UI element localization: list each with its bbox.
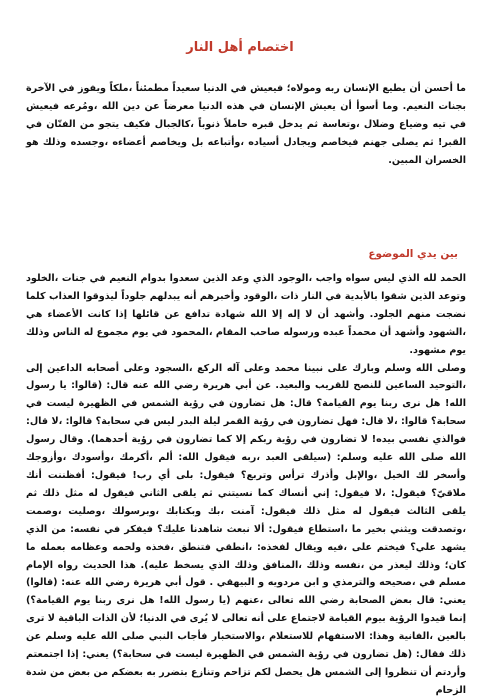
section-heading: بين يدي الموضوع (368, 248, 458, 260)
section-body (26, 270, 466, 700)
body-paragraph: وصلى الله وسلم وبارك على نبينا محمد وعلى آله الركع ،السجود وعلى أصحابه الداعين إلى ،التوحيد الساعين للنصح للقريب والبعيد. عن أبي هريرة رضي الله عنه قال: (قالوا: يا رسول الله! هل نرى ربنا يوم القيامة؟ قال: هل تضارون في رؤية الشمس في الظهيرة ليست في سحابة؟ قالوا: ،لا قال: فهل تضارون في رؤية القمر ليلة البدر ليس في سحابة؟ قالوا: ،لا قال: فوالذي نفسي بيده! لا تضارون في رؤية ربكم إلا كما تضارون في رؤية أحدهما). وقال رسول الله صلى الله عليه وسلم: (سيلقى العبد ،ربه فيقول الله: ألم ،أكرمك ،وأسودك ،وأزوجك وأسخر لك الخيل ،والإبل وأذرك ترأس وتربع؟ فيقول: بلى أي رب! فيقول: أفظننت أنك ملاقيّ؟ فيقول: ،لا فيقول: إني أنساك كما نسيتني ثم يلقى الثاني فيقول له مثل ذلك ثم يلقى الثالث فيقول له مثل ذلك فيقول: آمنت ،بك وبكتابك ،وبرسولك ،وصليت ،وصمت ،وتصدقت ويثني بخير ما ،استطاع فيقول: ألا نبعث شاهدنا عليك؟ فيفكر في نفسه: من الذي يشهد علي؟ فيختم على ،فيه ويقال لفخذه: ،انطقي فتنطق ،فخذه ولحمه وعظامه بعمله ما كان؛ وذلك ليعذر من ،نفسه وذلك ،المنافق وذلك الذي يسخط عليه). هذا الحديث رواه الإمام مسلم في ،صحيحه والترمذي و ابن مردويه و البيهقي . قول أبي هريرة رضي الله عنه: (قالوا) يعني: قال بعض الصحابة رضي الله تعالى ،عنهم (يا رسول الله! هل نرى ربنا يوم القيامة؟) إنما قيدوا الرؤية بيوم القيامة لاجتماع على أنه تعالى لا يُرى في الدنيا؛ لأن الذات الباقية لا ترى بالعين ،الفانية وهذا: الاستفهام للاستعلام ،والاستخبار فأجاب النبي صلى الله عليه وسلم عن ذلك فقال: (هل تضارون في رؤية الشمس في الظهيرة ليست في سحابة؟) يعني: إذا اجتمعتم وأردتم أن تنظروا إلى الشمس هل يحصل لكم تزاحم وتنازع بتضرر به بعضكم من بعض من شدة الزحام (26, 362, 466, 696)
body-paragraph: الحمد لله الذي ليس سواه واجب ،الوجود الذي وعد الذين سعدوا بدوام النعيم في جنات ،الخلود وتوعد الذين شقوا بالأبدية في النار ذات ،الوقود وأخبرهم أنه يبدلهم جلوداً ليذوقوا العذاب كلما نضجت منهم الجلود. وأشهد أن لا إله إلا الله شهادة تدافع عن قائلها إذا كانت الأعضاء هي ،الشهود وأشهد أن محمداً عبده ورسوله صاحب المقام ،المحمود في يوم مجموع له الناس وذلك يوم مشهود. (26, 273, 466, 356)
intro-paragraph: ما أحسن أن يطيع الإنسان ربه ومولاه؛ فيعيش في الدنيا سعيداً مطمئناً ،ملكاً ويفوز في الآخرة بجنات النعيم. وما أسوأ أن يعيش الإنسان في هذه الدنيا معرضاً عن دين الله ،ومُرعه فيعيش في تيه وضياع وضلال ،وتعاسة ثم يدخل قبره حاملاً ذنوباً ،كالجبال فكيف يتجو من الفتّان في القبر! ثم يصلى جهنم فيخاصم ويجادل أسياده ،وأتباعه بل ويخاصم أعضاءه ،وجسده وذلك هو الخسران المبين. (26, 83, 466, 166)
page-title: اختصام أهل النار (186, 40, 294, 55)
